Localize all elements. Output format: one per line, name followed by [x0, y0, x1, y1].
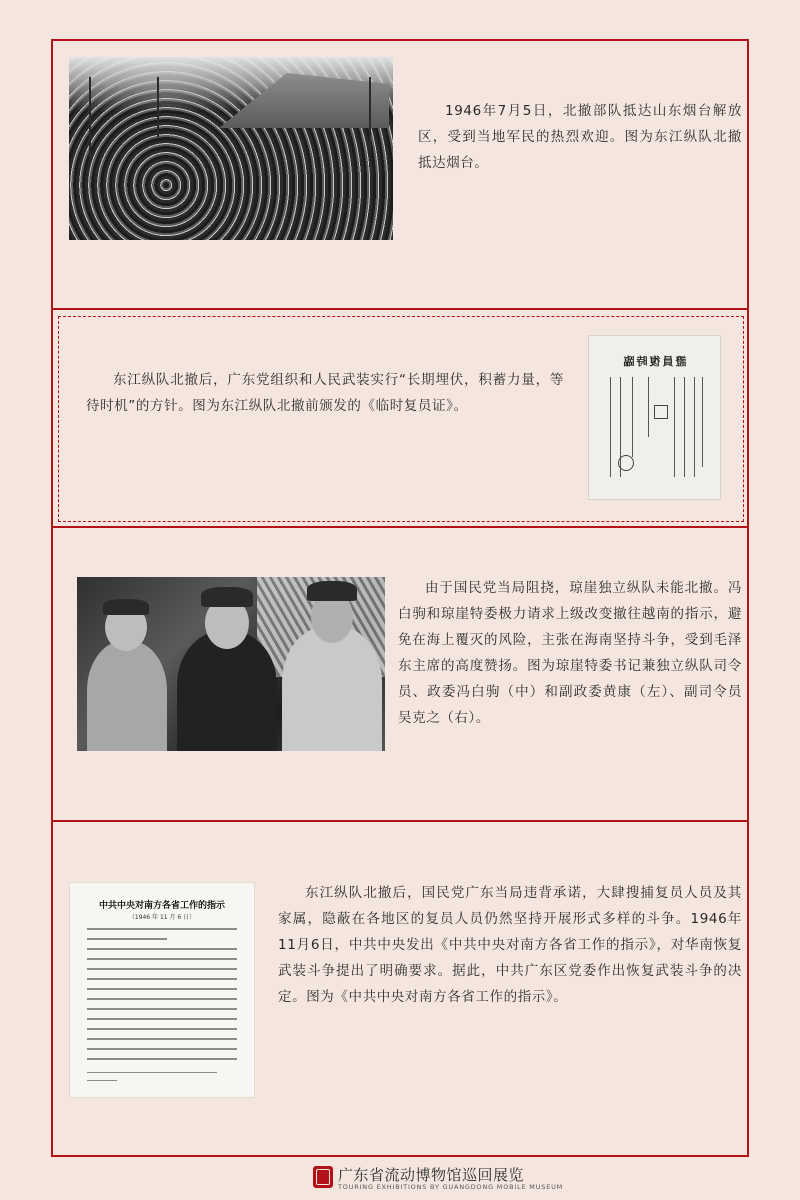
photo-crowd-yantai [69, 57, 393, 240]
document-date: （1946 年 11 月 6 日） [128, 914, 196, 921]
caption-section-4: 东江纵队北撤后，国民党广东当局违背承诺，大肆搜捕复员人员及其家属，隐蔽在各地区的复员人员仍然坚持开展形式多样的斗争。1946年11月6日，中共中央发出《中共中央对南方各省工作的指示》，对华南恢复武装斗争提出了明确要求。据此，中共广东区党委作出恢复武装斗争的决定。图为《中共中央对南方各省工作的指示》。 [278, 885, 742, 1005]
section-divider [51, 526, 749, 528]
photo-demobilization-certificate [588, 335, 721, 500]
museum-logo-icon [313, 1166, 333, 1188]
caption-section-2: 东江纵队北撤后，广东党组织和人民武装实行“长期埋伏，积蓄力量，等待时机”的方针。图为东江纵队北撤前颁发的《临时复员证》。 [86, 372, 564, 414]
certificate-title: 證員復時臨 [621, 355, 687, 368]
section-divider [51, 820, 749, 822]
footer-title: 广东省流动博物馆巡回展览 [338, 1166, 525, 1184]
caption-section-3: 由于国民党当局阻挠，琼崖独立纵队未能北撤。冯白驹和琼崖特委极力请求上级改变撤往越南的指示，避免在海上覆灭的风险，主张在海南坚持斗争，受到毛泽东主席的高度赞扬。图为琼崖特委书记兼独立纵队司令员、政委冯白驹（中）和副政委黄康（左）、副司令员吴克之（右）。 [398, 580, 742, 726]
document-title: 中共中央对南方各省工作的指示 [98, 901, 225, 911]
photo-directive-document [69, 882, 255, 1098]
section-divider [51, 308, 749, 310]
caption-section-1: 1946年7月5日，北撤部队抵达山东烟台解放区，受到当地军民的热烈欢迎。图为东江纵队北撤抵达烟台。 [418, 103, 742, 171]
footer-subtitle: TOURING EXHIBITIONS BY GUANGDONG MOBILE MUSEUM [338, 1183, 564, 1191]
photo-feng-baiju-and-officers [77, 577, 385, 751]
